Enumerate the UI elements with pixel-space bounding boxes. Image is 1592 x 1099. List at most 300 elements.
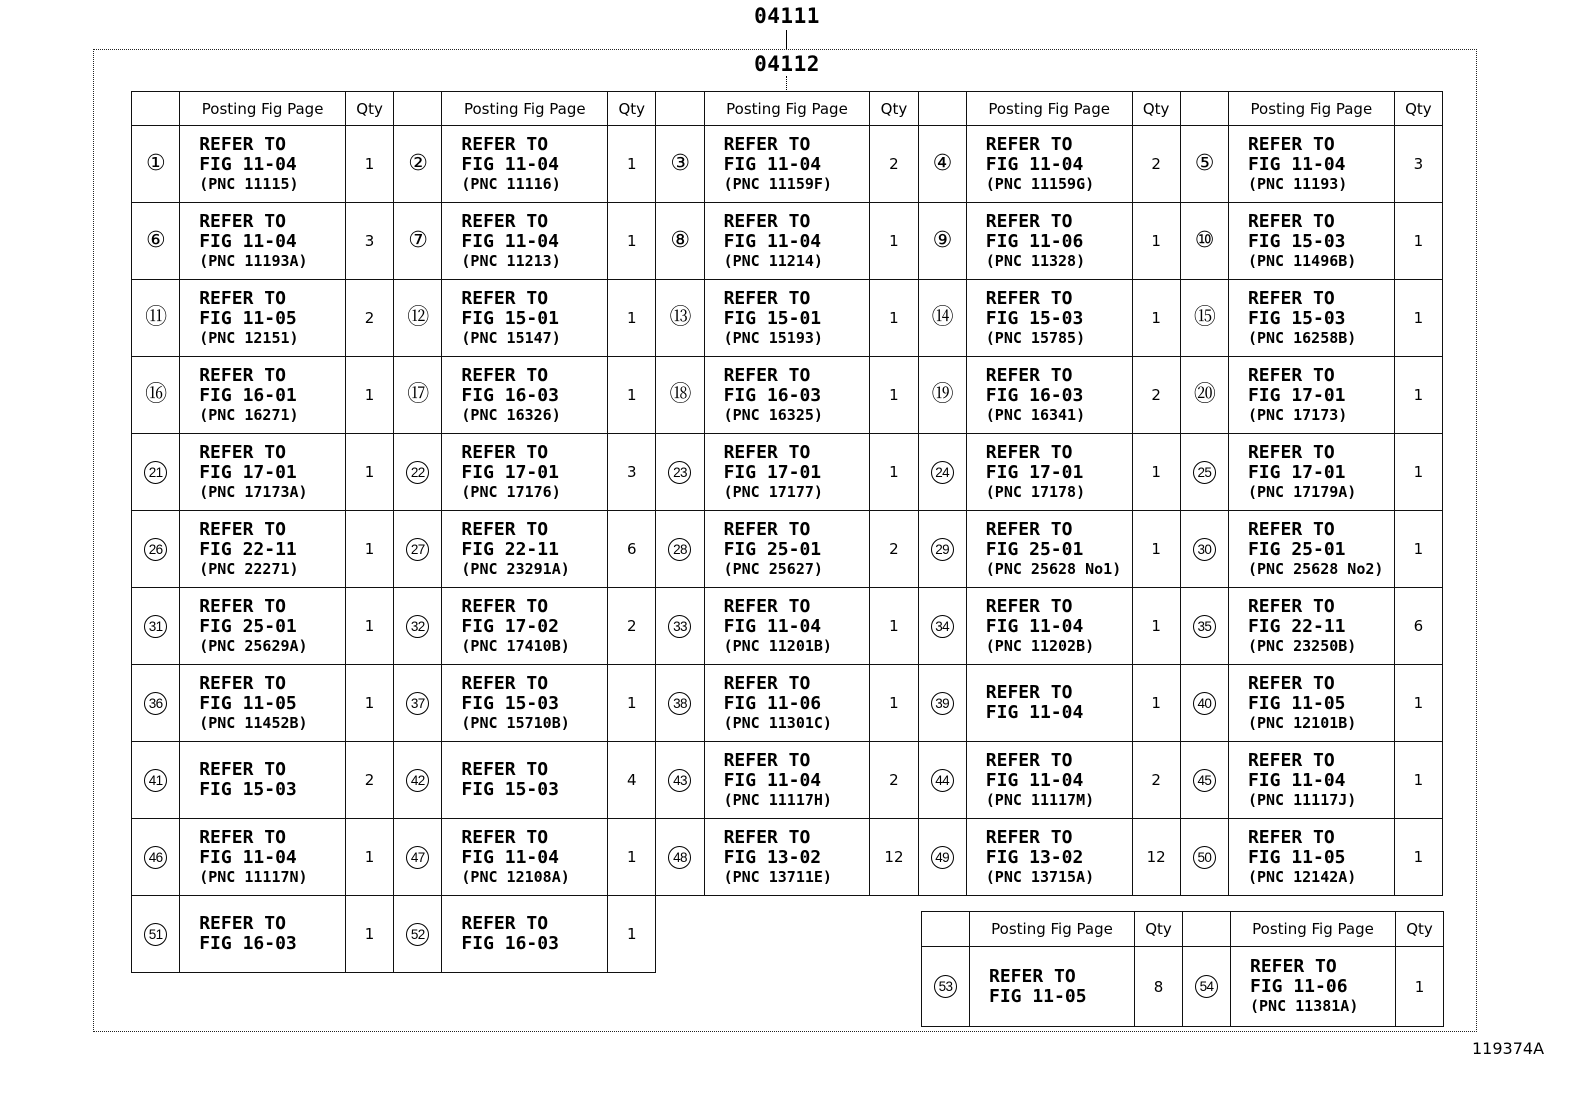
qty-value: 1 [608, 665, 656, 742]
table-row [132, 434, 1443, 511]
posting-reference [705, 289, 870, 348]
refer-to-text: REFER TO [199, 287, 286, 309]
posting-reference [442, 520, 607, 579]
posting-fig-page-cell [180, 742, 346, 819]
pnc-text: (PNC 22271) [199, 559, 299, 578]
posting-fig-page-cell [1228, 280, 1394, 357]
pnc-text: (PNC 11202B) [985, 636, 1095, 655]
posting-reference [1229, 366, 1394, 425]
ref-number-cell [132, 588, 180, 665]
ref-number-cell [132, 819, 180, 896]
table-row [132, 819, 1443, 896]
header-qty: Qty [608, 92, 656, 126]
fig-page-text: FIG 17-01 [1247, 461, 1346, 483]
qty-value: 6 [1394, 588, 1442, 665]
ref-number: 35 [1193, 615, 1216, 638]
refer-to-text: REFER TO [985, 441, 1073, 463]
refer-to-text: REFER TO [1247, 133, 1335, 155]
posting-reference [442, 597, 607, 656]
pnc-text: (PNC 16271) [199, 405, 299, 424]
empty-cell [870, 896, 918, 973]
ref-number-cell [132, 434, 180, 511]
pnc-text: (PNC 16326) [461, 405, 561, 424]
ref-number: ③ [670, 151, 690, 176]
fig-page-text: FIG 16-03 [199, 933, 297, 954]
posting-fig-page-cell [1228, 588, 1394, 665]
refer-to-text: REFER TO [461, 518, 549, 540]
pnc-text: (PNC 11116) [461, 174, 561, 193]
sub-assembly-code: 04112 [754, 52, 820, 76]
fig-page-text: FIG 11-04 [199, 153, 297, 175]
ref-number-cell [918, 511, 966, 588]
fig-page-text: FIG 11-06 [1250, 976, 1348, 997]
qty-value: 1 [345, 896, 393, 973]
ref-number-cell [394, 357, 442, 434]
ref-number-cell [656, 511, 704, 588]
fig-page-text: FIG 11-04 [1247, 769, 1346, 791]
ref-number: 31 [144, 615, 167, 638]
fig-page-text: FIG 11-04 [723, 769, 822, 791]
header-posting-fig-page: Posting Fig Page [966, 92, 1132, 126]
ref-number: 26 [144, 538, 167, 561]
posting-fig-page-cell [180, 203, 346, 280]
ref-number-cell [1183, 947, 1231, 1027]
qty-value: 8 [1135, 947, 1183, 1027]
refer-to-text: REFER TO [199, 518, 286, 540]
fig-page-text: FIG 25-01 [723, 538, 822, 560]
refer-to-text: REFER TO [199, 913, 286, 934]
refer-to-text: REFER TO [1247, 287, 1335, 309]
pnc-text: (PNC 15785) [985, 328, 1086, 347]
qty-value: 1 [870, 665, 918, 742]
pnc-text: (PNC 23291A) [461, 559, 570, 578]
fig-page-text: FIG 25-01 [1247, 538, 1346, 560]
qty-value: 1 [1394, 665, 1442, 742]
fig-page-text: FIG 11-04 [723, 615, 822, 637]
header-qty: Qty [1135, 912, 1183, 947]
qty-value: 1 [1396, 947, 1444, 1027]
header-posting-fig-page: Posting Fig Page [704, 92, 870, 126]
fig-page-text: FIG 11-05 [199, 692, 297, 714]
header-num-cell [918, 92, 966, 126]
ref-number-cell [394, 588, 442, 665]
fig-page-text: FIG 11-05 [989, 985, 1087, 1007]
posting-fig-page-cell [704, 588, 870, 665]
fig-page-text: FIG 11-05 [199, 307, 297, 329]
pnc-text: (PNC 15710B) [461, 713, 570, 732]
posting-reference [705, 597, 870, 656]
posting-reference [705, 751, 870, 810]
pnc-text: (PNC 13715A) [985, 867, 1095, 886]
posting-reference [442, 366, 607, 425]
ref-number-cell [1180, 280, 1228, 357]
qty-value: 1 [345, 126, 393, 203]
table-row [132, 665, 1443, 742]
posting-reference [705, 212, 870, 271]
qty-value: 1 [870, 357, 918, 434]
ref-number-cell [394, 280, 442, 357]
qty-value: 1 [1132, 203, 1180, 280]
ref-number: ⑯ [145, 382, 167, 407]
posting-fig-page-cell [704, 819, 870, 896]
posting-fig-page-cell [442, 203, 608, 280]
ref-number-cell [132, 357, 180, 434]
reference-table-main [131, 91, 1443, 973]
posting-fig-page-cell [442, 357, 608, 434]
ref-number-cell [394, 126, 442, 203]
pnc-text: (PNC 16341) [985, 405, 1086, 424]
refer-to-text: REFER TO [1247, 826, 1335, 848]
pnc-text: (PNC 17179A) [1247, 482, 1357, 501]
posting-reference [967, 520, 1132, 579]
ref-number: ① [146, 151, 166, 176]
header-num-cell [132, 92, 180, 126]
refer-to-text: REFER TO [199, 133, 286, 155]
refer-to-text: REFER TO [461, 826, 549, 848]
posting-fig-page-cell [180, 665, 346, 742]
posting-reference [967, 683, 1132, 723]
posting-reference [180, 520, 345, 579]
posting-reference [442, 674, 607, 733]
qty-value: 2 [345, 742, 393, 819]
ref-number-cell [918, 357, 966, 434]
ref-number: ⑰ [407, 382, 429, 407]
qty-value: 6 [608, 511, 656, 588]
posting-reference [1231, 957, 1395, 1016]
header-qty: Qty [1394, 92, 1442, 126]
ref-number: 27 [406, 538, 429, 561]
posting-reference [180, 289, 345, 348]
posting-fig-page-cell [966, 357, 1132, 434]
pnc-text: (PNC 11193) [1247, 174, 1348, 193]
qty-value: 2 [1132, 742, 1180, 819]
refer-to-text: REFER TO [1250, 956, 1337, 977]
qty-value: 1 [1394, 742, 1442, 819]
ref-number-cell [656, 203, 704, 280]
ref-number: 49 [931, 846, 954, 869]
pnc-text: (PNC 11213) [461, 251, 561, 270]
ref-number: 34 [931, 615, 954, 638]
fig-page-text: FIG 11-04 [723, 230, 822, 252]
ref-number: 45 [1193, 769, 1216, 792]
fig-page-text: FIG 17-01 [461, 461, 559, 483]
posting-fig-page-cell [1228, 742, 1394, 819]
header-num-cell [1183, 912, 1231, 947]
ref-number-cell [918, 819, 966, 896]
posting-reference [180, 597, 345, 656]
refer-to-text: REFER TO [723, 672, 811, 694]
posting-fig-page-cell [1228, 511, 1394, 588]
ref-number: 22 [406, 461, 429, 484]
pnc-text: (PNC 12142A) [1247, 867, 1357, 886]
fig-page-text: FIG 16-03 [985, 384, 1084, 406]
qty-value: 1 [345, 665, 393, 742]
pnc-text: (PNC 11117M) [985, 790, 1095, 809]
ref-number: 36 [144, 692, 167, 715]
ref-number-cell [1180, 357, 1228, 434]
ref-number-cell [918, 280, 966, 357]
fig-page-text: FIG 11-06 [723, 692, 822, 714]
posting-fig-page-cell [180, 896, 346, 973]
posting-fig-page-cell [704, 665, 870, 742]
posting-reference [180, 914, 345, 954]
ref-number-cell [918, 665, 966, 742]
header-num-cell [922, 912, 970, 947]
posting-reference [442, 443, 607, 502]
ref-number-cell [1180, 665, 1228, 742]
fig-page-text: FIG 15-03 [199, 779, 297, 800]
pnc-text: (PNC 13711E) [723, 867, 832, 886]
ref-number-cell [132, 896, 180, 973]
pnc-text: (PNC 12108A) [461, 867, 570, 886]
posting-fig-page-cell [180, 357, 346, 434]
pnc-text: (PNC 11117H) [723, 790, 832, 809]
refer-to-text: REFER TO [199, 672, 286, 694]
posting-reference [967, 828, 1132, 887]
refer-to-text: REFER TO [461, 133, 549, 155]
fig-page-text: FIG 11-04 [199, 230, 297, 252]
pnc-text: (PNC 25629A) [199, 636, 308, 655]
ref-number: 41 [144, 769, 167, 792]
fig-page-text: FIG 22-11 [461, 538, 559, 560]
fig-page-text: FIG 15-01 [461, 307, 559, 329]
refer-to-text: REFER TO [199, 441, 286, 463]
posting-fig-page-cell [1228, 203, 1394, 280]
ref-number-cell [1180, 819, 1228, 896]
qty-value: 12 [870, 819, 918, 896]
ref-number: 52 [406, 923, 429, 946]
qty-value: 1 [1132, 511, 1180, 588]
table-row [132, 357, 1443, 434]
pnc-text: (PNC 11452B) [199, 713, 308, 732]
pnc-text: (PNC 17178) [985, 482, 1086, 501]
table-header-row [922, 912, 1444, 947]
ref-number-cell [656, 588, 704, 665]
ref-number-cell [656, 665, 704, 742]
ref-number: 40 [1193, 692, 1216, 715]
pnc-text: (PNC 12151) [199, 328, 299, 347]
ref-number: 29 [931, 538, 954, 561]
ref-number: ⑪ [145, 305, 167, 330]
qty-value: 1 [608, 280, 656, 357]
posting-fig-page-cell [442, 665, 608, 742]
posting-reference [967, 366, 1132, 425]
pnc-text: (PNC 11115) [199, 174, 299, 193]
fig-page-text: FIG 15-03 [461, 779, 559, 800]
posting-reference [180, 760, 345, 800]
qty-value: 1 [1394, 357, 1442, 434]
ref-number: 46 [144, 846, 167, 869]
posting-reference [705, 520, 870, 579]
refer-to-text: REFER TO [199, 759, 286, 780]
posting-fig-page-cell [180, 280, 346, 357]
ref-number: 42 [406, 769, 429, 792]
table-header-row [132, 92, 1443, 126]
refer-to-text: REFER TO [1247, 749, 1335, 771]
posting-reference [442, 135, 607, 194]
refer-to-text: REFER TO [199, 364, 286, 386]
fig-page-text: FIG 25-01 [199, 615, 297, 637]
posting-reference [442, 212, 607, 271]
posting-fig-page-cell [442, 896, 608, 973]
header-num-cell [656, 92, 704, 126]
refer-to-text: REFER TO [461, 595, 549, 617]
qty-value: 1 [345, 819, 393, 896]
refer-to-text: REFER TO [723, 133, 811, 155]
refer-to-text: REFER TO [461, 759, 549, 780]
refer-to-text: REFER TO [1247, 364, 1335, 386]
posting-fig-page-cell [180, 819, 346, 896]
ref-number: ⑭ [931, 305, 954, 330]
fig-page-text: FIG 16-03 [461, 384, 559, 406]
posting-fig-page-cell [704, 280, 870, 357]
posting-fig-page-cell [442, 588, 608, 665]
table-row [132, 511, 1443, 588]
ref-number: 33 [668, 615, 691, 638]
ref-number-cell [918, 742, 966, 819]
posting-fig-page-cell [970, 947, 1135, 1027]
refer-to-text: REFER TO [461, 287, 549, 309]
qty-value: 1 [1132, 665, 1180, 742]
fig-page-text: FIG 17-01 [199, 461, 297, 483]
ref-number: 32 [406, 615, 429, 638]
fig-page-text: FIG 15-03 [985, 307, 1084, 329]
refer-to-text: REFER TO [985, 133, 1073, 155]
posting-fig-page-cell [442, 434, 608, 511]
ref-number-cell [1180, 742, 1228, 819]
pnc-text: (PNC 11159F) [723, 174, 832, 193]
qty-value: 1 [1132, 280, 1180, 357]
pnc-text: (PNC 17176) [461, 482, 561, 501]
fig-page-text: FIG 13-02 [723, 846, 822, 868]
posting-fig-page-cell [1228, 357, 1394, 434]
ref-number: 54 [1195, 975, 1218, 998]
posting-fig-page-cell [966, 126, 1132, 203]
fig-page-text: FIG 17-01 [1247, 384, 1346, 406]
refer-to-text: REFER TO [199, 210, 286, 232]
qty-value: 1 [870, 588, 918, 665]
posting-reference [967, 751, 1132, 810]
header-qty: Qty [1396, 912, 1444, 947]
pnc-text: (PNC 11328) [985, 251, 1086, 270]
posting-fig-page-cell [180, 588, 346, 665]
refer-to-text: REFER TO [985, 210, 1073, 232]
posting-reference [705, 828, 870, 887]
ref-number-cell [1180, 511, 1228, 588]
qty-value: 1 [345, 434, 393, 511]
ref-number-cell [394, 434, 442, 511]
fig-page-text: FIG 11-04 [985, 769, 1084, 791]
refer-to-text: REFER TO [461, 913, 549, 934]
qty-value: 1 [1394, 819, 1442, 896]
fig-page-text: FIG 11-04 [199, 846, 297, 868]
fig-page-text: FIG 17-01 [723, 461, 822, 483]
pnc-text: (PNC 11193A) [199, 251, 308, 270]
posting-fig-page-cell [180, 126, 346, 203]
qty-value: 2 [870, 126, 918, 203]
ref-number-cell [918, 203, 966, 280]
table-row [132, 280, 1443, 357]
header-qty: Qty [870, 92, 918, 126]
posting-fig-page-cell [966, 665, 1132, 742]
ref-number: ⑩ [1194, 228, 1214, 253]
posting-fig-page-cell [966, 203, 1132, 280]
posting-reference [970, 967, 1134, 1007]
ref-number: 51 [144, 923, 167, 946]
refer-to-text: REFER TO [1247, 518, 1335, 540]
ref-number: 53 [934, 975, 957, 998]
top-assembly-code: 04111 [754, 4, 820, 28]
ref-number: ② [408, 151, 428, 176]
posting-fig-page-cell [966, 434, 1132, 511]
pnc-text: (PNC 11301C) [723, 713, 832, 732]
fig-page-text: FIG 11-04 [461, 153, 559, 175]
ref-number-cell [132, 742, 180, 819]
fig-page-text: FIG 11-04 [985, 702, 1084, 723]
refer-to-text: REFER TO [723, 364, 811, 386]
posting-fig-page-cell [1228, 665, 1394, 742]
posting-fig-page-cell [966, 819, 1132, 896]
qty-value: 3 [1394, 126, 1442, 203]
ref-number: ⑱ [669, 382, 691, 407]
fig-page-text: FIG 25-01 [985, 538, 1084, 560]
fig-page-text: FIG 16-03 [461, 933, 559, 954]
pnc-text: (PNC 17173A) [199, 482, 308, 501]
qty-value: 1 [345, 511, 393, 588]
posting-reference [705, 366, 870, 425]
refer-to-text: REFER TO [723, 210, 811, 232]
ref-number: ⑧ [670, 228, 690, 253]
pnc-text: (PNC 11496B) [1247, 251, 1357, 270]
posting-reference [442, 760, 607, 800]
qty-value: 1 [870, 280, 918, 357]
ref-number: 24 [931, 461, 954, 484]
refer-to-text: REFER TO [1247, 210, 1335, 232]
ref-number: ⑮ [1193, 305, 1216, 330]
refer-to-text: REFER TO [985, 518, 1073, 540]
qty-value: 3 [345, 203, 393, 280]
ref-number-cell [394, 896, 442, 973]
ref-number-cell [394, 742, 442, 819]
fig-page-text: FIG 11-05 [1247, 846, 1346, 868]
refer-to-text: REFER TO [985, 682, 1073, 703]
refer-to-text: REFER TO [1247, 672, 1335, 694]
posting-fig-page-cell [966, 742, 1132, 819]
refer-to-text: REFER TO [199, 595, 286, 617]
header-qty: Qty [345, 92, 393, 126]
ref-number: 38 [668, 692, 691, 715]
refer-to-text: REFER TO [461, 210, 549, 232]
empty-cell [704, 896, 870, 973]
table-row [132, 588, 1443, 665]
ref-number: ⑦ [408, 228, 428, 253]
posting-fig-page-cell [704, 434, 870, 511]
refer-to-text: REFER TO [199, 826, 286, 848]
ref-number: ⑫ [407, 305, 429, 330]
header-qty: Qty [1132, 92, 1180, 126]
ref-number: 50 [1193, 846, 1216, 869]
ref-number: 28 [668, 538, 691, 561]
refer-to-text: REFER TO [723, 441, 811, 463]
posting-reference [442, 914, 607, 954]
ref-number: 43 [668, 769, 691, 792]
posting-fig-page-cell [442, 742, 608, 819]
fig-page-text: FIG 16-03 [723, 384, 822, 406]
ref-number-cell [394, 203, 442, 280]
ref-number-cell [918, 434, 966, 511]
ref-number-cell [922, 947, 970, 1027]
posting-reference [1229, 597, 1394, 656]
